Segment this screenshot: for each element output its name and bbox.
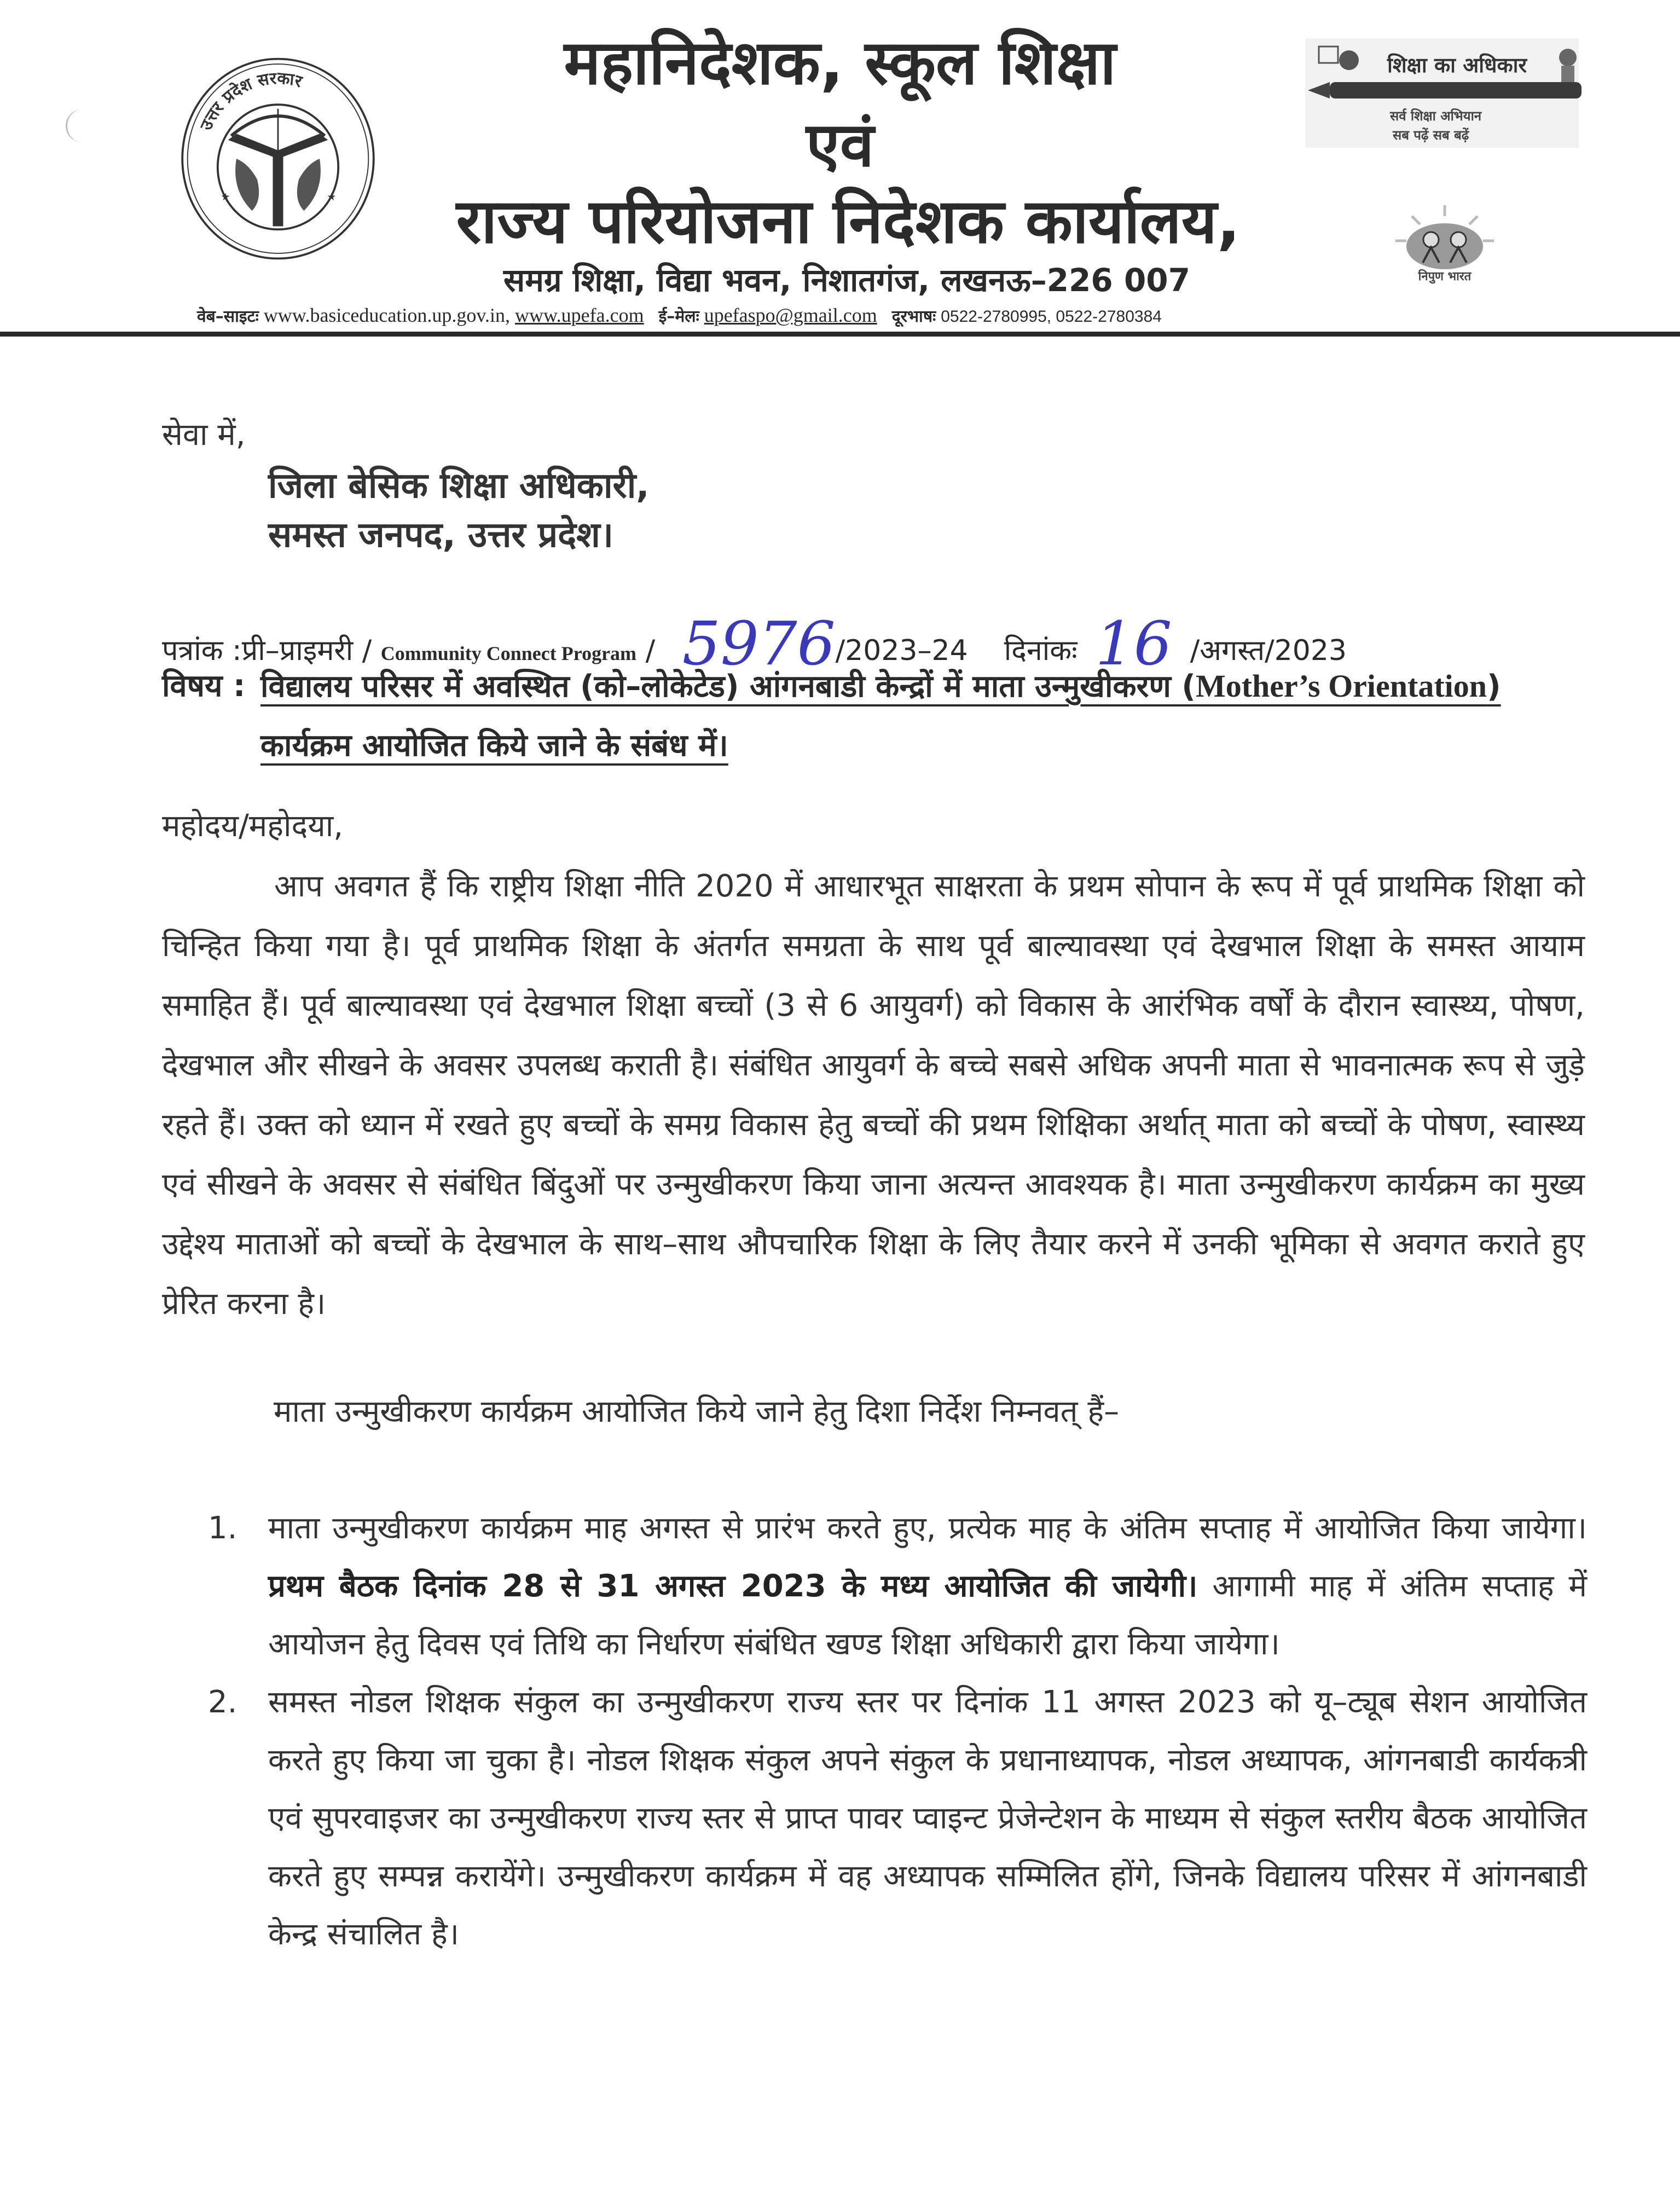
office-title-line3: राज्य परियोजना निदेशक कार्यालय,	[456, 186, 1241, 257]
salutation-to: सेवा में,	[162, 417, 246, 453]
svg-text:★: ★	[221, 191, 230, 203]
logo-rte-title: शिक्षा का अधिकार	[1387, 53, 1527, 77]
body-paragraph: आप अवगत हैं कि राष्ट्रीय शिक्षा नीति 2020 में आधारभूत साक्षरता के प्रथम सोपान के रूप में पूर्व प्राथमिक शिक्षा को चिन्हित किया गया है। पूर्व प्राथमिक शिक्षा के अंतर्गत समग्रता के साथ पूर्व बाल्यावस्था एवं देखभाल शिक्षा के समस्त आयाम समाहित हैं। पूर्व बाल्यावस्था एवं देखभाल शिक्षा बच्चों (3 से 6 आयुवर्ग) को विकास के आरंभिक वर्षों के दौरान स्वास्थ्य, पोषण, देखभाल और सीखने के अवसर उपलब्ध कराती है। संबंधित आयुवर्ग के बच्चे सबसे अधिक अपनी माता से भावनात्मक रूप से जुड़े रहते हैं। उक्त को ध्यान में रखते हुए बच्चों के समग्र विकास हेतु बच्चों की प्रथम शिक्षिका अर्थात् माता को बच्चों के पोषण, स्वास्थ्य एवं सीखने के अवसर से संबंधित बिंदुओं पर उन्मुखीकरण किया जाना अत्यन्त आवश्यक है। माता उन्मुखीकरण कार्यक्रम का मुख्य उद्देश्य माताओं को बच्चों के देखभाल के साथ–साथ औपचारिक शिक्षा के लिए तैयार करने में उनकी भूमिका से अवगत कराते हुए प्रेरित करना है।	[162, 868, 1585, 1322]
date-month-year: /अगस्त/2023	[1190, 634, 1347, 667]
logo-nipun-text: निपुण भारत	[1418, 270, 1472, 283]
guideline-item	[208, 1673, 1587, 1964]
logo-rte-sub1: सर्व शिक्षा अभियान	[1390, 108, 1482, 124]
subject-text-hindi-2: ) कार्यक्रम आयोजित किये जाने के संबंध में।	[260, 669, 1501, 763]
contact-line	[197, 304, 1162, 327]
website-label: वेब–साइटः	[197, 307, 259, 326]
header-divider	[0, 332, 1680, 337]
email-link[interactable]: upefaspo@gmail.com	[704, 304, 877, 326]
program-name: Community Connect Program	[380, 642, 637, 664]
guideline-text: माता उन्मुखीकरण कार्यक्रम माह अगस्त से प्रारंभ करते हुए, प्रत्येक माह के अंतिम सप्ताह में आयोजित किया जायेगा।	[268, 1510, 1587, 1546]
subject-text	[260, 657, 1590, 775]
subject-label: विषय :	[162, 668, 246, 704]
subject-text-hindi-1: विद्यालय परिसर में अवस्थित (को–लोकेटेड) आंगनबाडी केन्द्रों में माता उन्मुखीकरण (	[260, 669, 1196, 704]
date-label: दिनांकः	[1004, 634, 1077, 667]
guideline-number: 1.	[208, 1510, 237, 1546]
office-title-line2: एवं	[806, 109, 874, 181]
letter-number: 5976	[682, 609, 836, 679]
date-day: 16	[1095, 609, 1172, 679]
guidelines-intro: माता उन्मुखीकरण कार्यक्रम आयोजित किये जाने हेतु दिशा निर्देश निम्नवत् हैं–	[274, 1394, 1120, 1429]
website-link-2[interactable]: www.upefa.com	[515, 304, 644, 326]
email-label: ई–मेलः	[658, 307, 699, 326]
website-link-1[interactable]: www.basiceducation.up.gov.in,	[263, 304, 511, 326]
guideline-text: समस्त नोडल शिक्षक संकुल का उन्मुखीकरण राज्य स्तर पर दिनांक 11 अगस्त 2023 को यू–ट्यूब सेशन आयोजित करते हुए किया जा चुका है। नोडल शिक्षक संकुल अपने संकुल के प्रधानाध्यापक, नोडल अध्यापक, आंगनबाडी कार्यकत्री एवं सुपरवाइजर का उन्मुखीकरण राज्य स्तर से प्राप्त पावर प्वाइन्ट प्रेजेन्टेशन के माध्यम से संकुल स्तरीय बैठक आयोजित करते हुए सम्पन्न करायेंगे। उन्मुखीकरण कार्यक्रम में वह अध्यापक सम्मिलित होंगे, जिनके विद्यालय परिसर में आंगनबाडी केन्द्र संचालित है।	[268, 1684, 1587, 1952]
guidelines-list	[208, 1499, 1587, 1964]
guideline-item	[208, 1499, 1587, 1673]
salutation: महोदय/महोदया,	[162, 808, 344, 844]
addressee-line2: समस्त जनपद, उत्तर प्रदेश।	[268, 515, 614, 555]
phone-numbers: 0522-2780995, 0522-2780384	[941, 308, 1162, 326]
addressee-line1: जिला बेसिक शिक्षा अधिकारी,	[268, 466, 650, 506]
svg-text:★: ★	[327, 191, 337, 203]
phone-label: दूरभाषः	[891, 307, 936, 326]
office-address: समग्र शिक्षा, विद्या भवन, निशातगंज, लखनऊ–226 007	[503, 262, 1191, 299]
office-title-line1: महानिदेशक, स्कूल शिक्षा	[564, 27, 1116, 99]
logo-rte-sub2: सब पढ़ें सब बढ़ें	[1393, 128, 1469, 143]
guideline-text: आगामी माह में अंतिम सप्ताह में आयोजन हेतु दिवस एवं तिथि का निर्धारण संबंधित खण्ड शिक्षा अधिकारी द्वारा किया जायेगा।	[268, 1568, 1588, 1662]
emblem-text: उत्तर प्रदेश सरकार	[196, 68, 304, 134]
guideline-bold-text: प्रथम बैठक दिनांक 28 से 31 अगस्त 2023 के मध्य आयोजित की जायेगी।	[268, 1568, 1198, 1604]
reference-label: पत्रांक :प्री–प्राइमरी /	[162, 634, 372, 667]
reference-year: /2023–24	[835, 634, 968, 667]
reference-sep: /	[645, 634, 656, 667]
subject-text-english: Mother’s Orientation	[1195, 668, 1487, 704]
guideline-number: 2.	[208, 1684, 237, 1720]
